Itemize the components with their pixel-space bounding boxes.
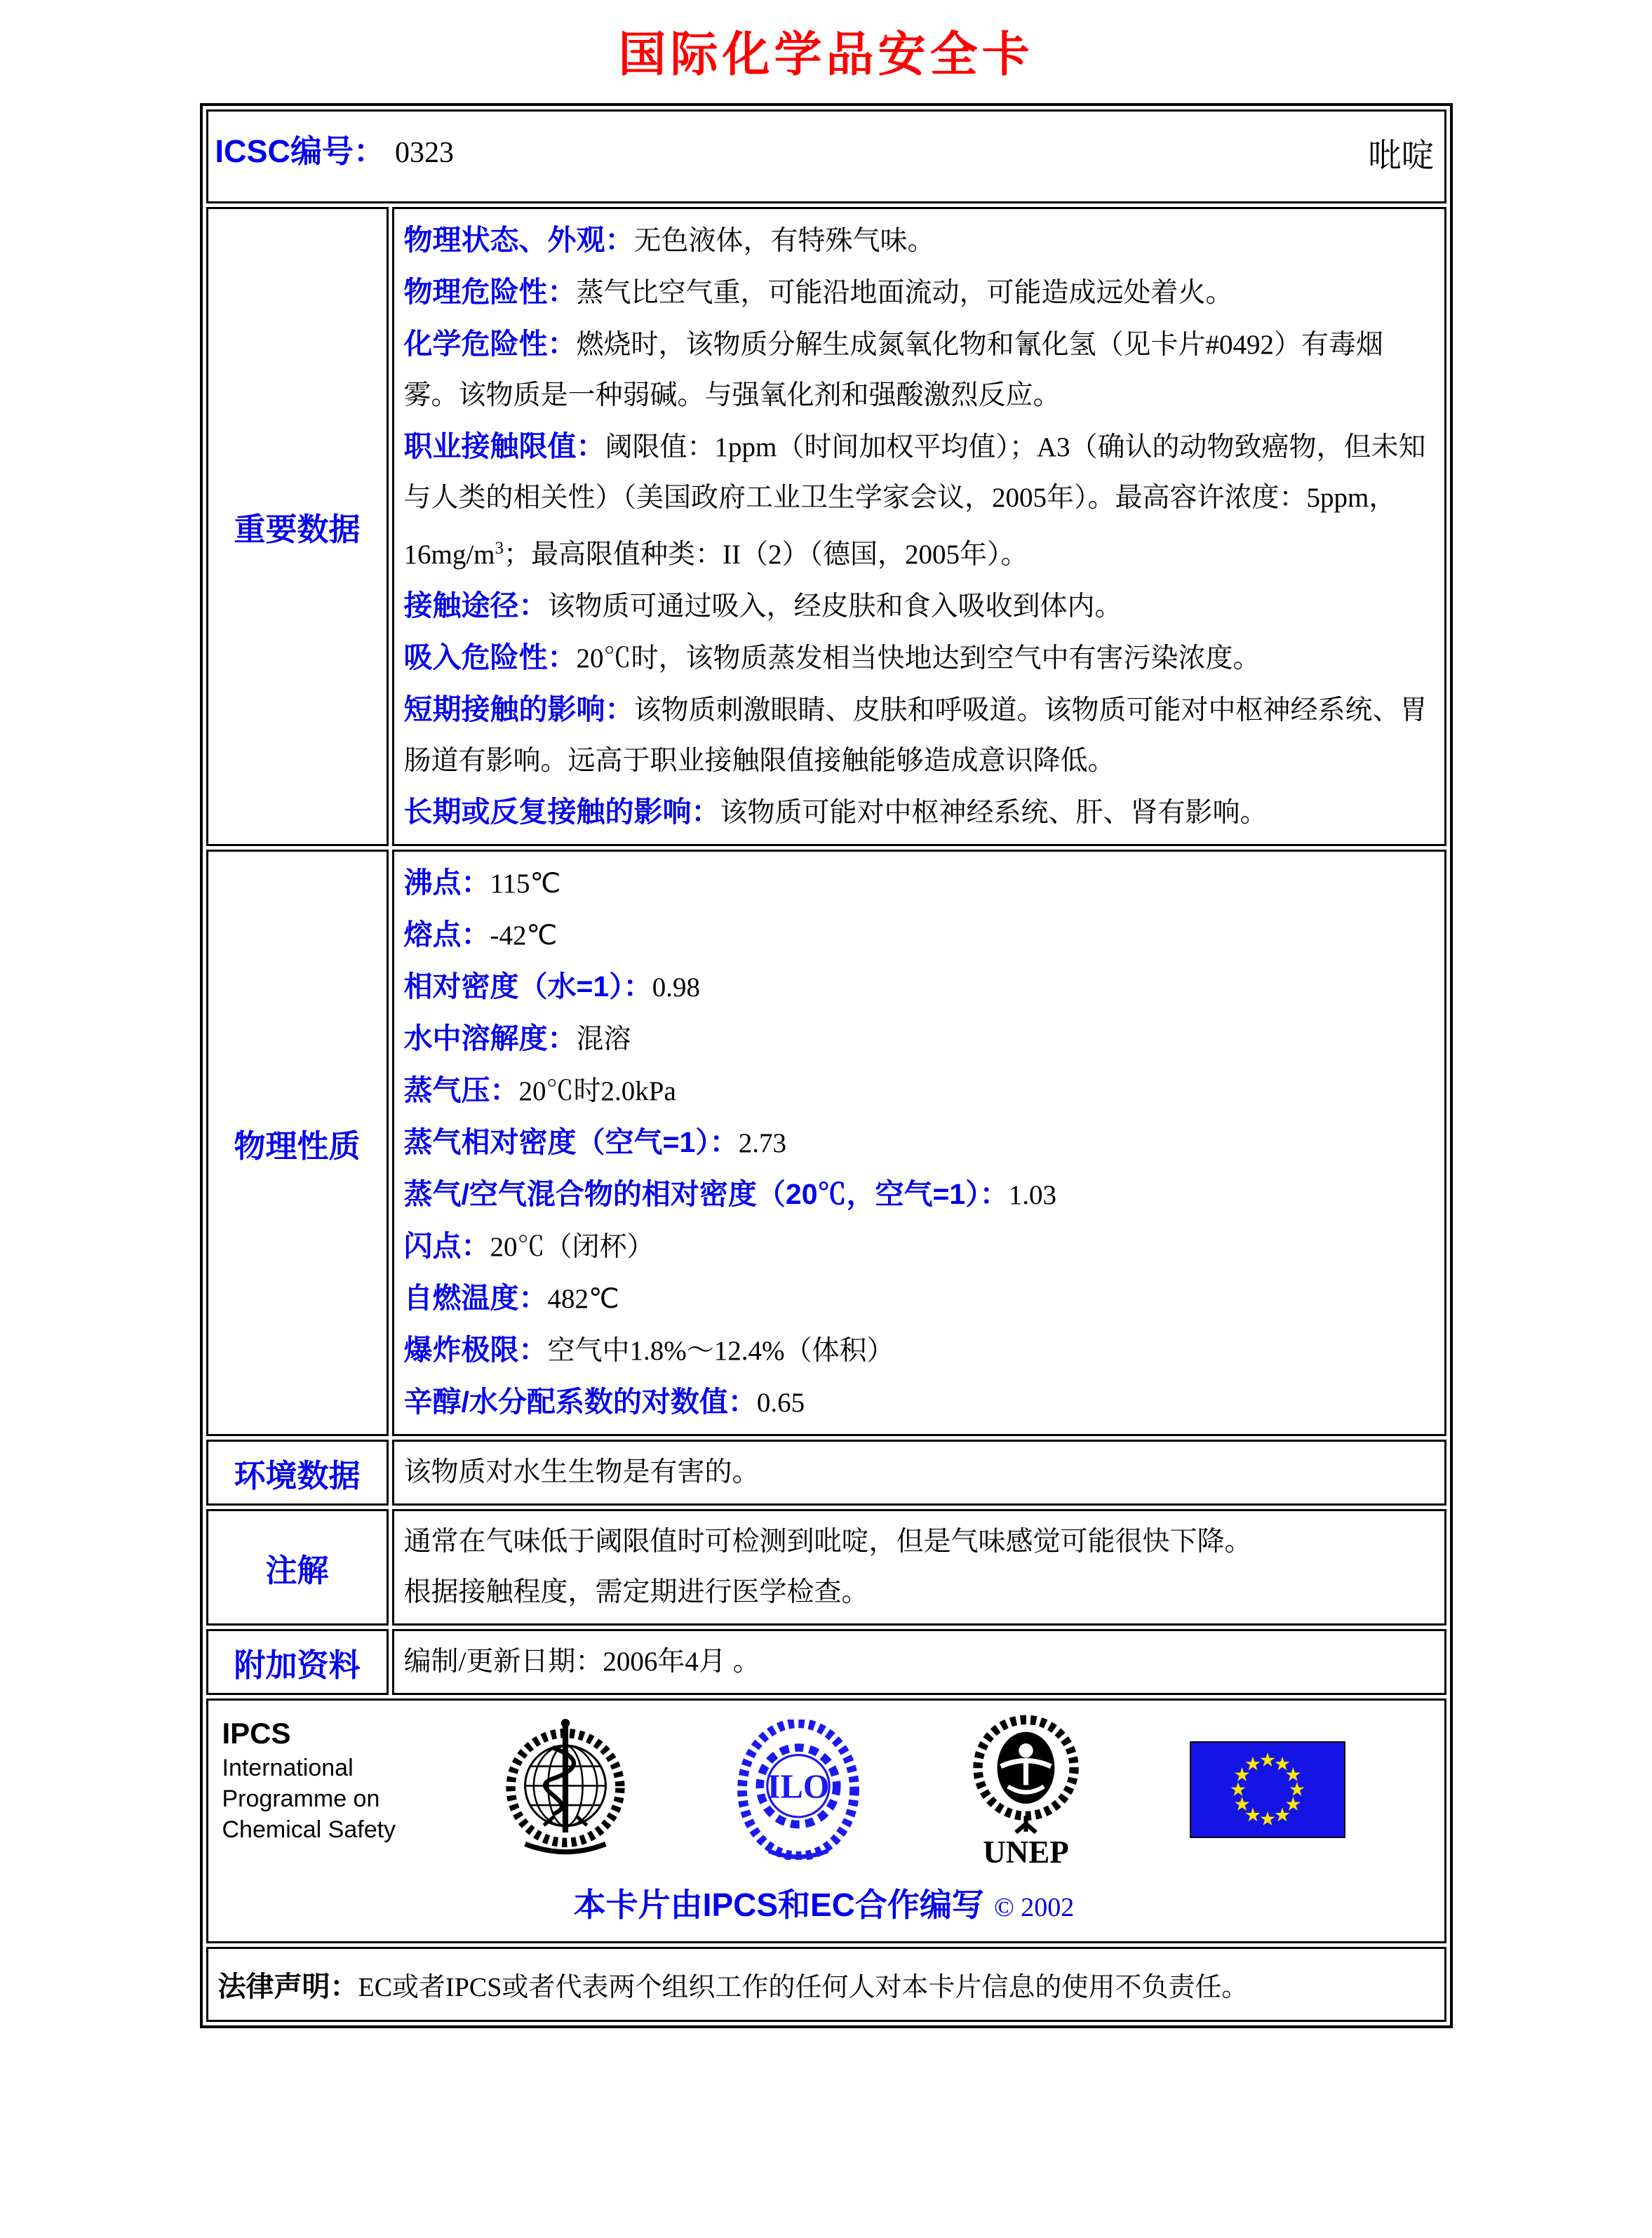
- ilo-letters: ILO: [767, 1768, 830, 1806]
- field-text: 燃烧时，该物质分解生成氮氧化物和氰化氢（见卡片#0492）有毒烟雾。该物质是一种弱碱。与强氧化剂和强酸激烈反应。: [403, 330, 1384, 410]
- notes-line: 根据接触程度，需定期进行医学检查。: [403, 1577, 869, 1607]
- field-label: 吸入危险性：: [403, 641, 577, 674]
- field-exposure-routes: [404, 580, 1435, 632]
- field-label: 自燃温度：: [403, 1282, 548, 1314]
- icsc-card-table: [200, 103, 1453, 2028]
- field-label: 水中溶解度：: [403, 1022, 577, 1054]
- field-short-term-effects: [404, 684, 1435, 786]
- unep-letters: UNEP: [982, 1834, 1069, 1868]
- notes-line: 通常在气味低于阈限值时可检测到吡啶，但是气味感觉可能很快下降。: [403, 1527, 1252, 1557]
- field-physical-danger: [404, 267, 1435, 319]
- section-label-notes: 注解: [206, 1509, 389, 1626]
- header-content: [215, 126, 1435, 177]
- field-superscript: 3: [495, 539, 504, 558]
- field-text: 该物质可通过吸入，经皮肤和食入吸收到体内。: [547, 591, 1122, 622]
- field-label: 物理状态、外观：: [403, 224, 634, 256]
- field-label: 辛醇/水分配系数的对数值：: [403, 1386, 757, 1418]
- field-label: 闪点：: [403, 1230, 490, 1262]
- field-label: 沸点：: [403, 866, 490, 899]
- physical-properties-content: [392, 850, 1446, 1436]
- field-text: 1.03: [1008, 1180, 1056, 1210]
- field-label: 蒸气压：: [403, 1074, 519, 1106]
- chemical-name: 吡啶: [1368, 138, 1435, 175]
- icsc-page: [0, 17, 1652, 2028]
- additional-info-content: [392, 1629, 1446, 1695]
- field-inhalation-risk: [404, 632, 1435, 684]
- additional-info-row: [206, 1629, 1446, 1695]
- field-occupational-limits: [404, 421, 1435, 580]
- field-long-term-effects: [404, 786, 1435, 838]
- who-logo: [499, 1717, 632, 1861]
- field-label: 蒸气/空气混合物的相对密度（20℃，空气=1）：: [403, 1178, 1009, 1210]
- field-text: 混溶: [576, 1024, 631, 1054]
- section-label-physical: 物理性质: [206, 850, 389, 1436]
- field-text: 20℃时2.0kPa: [518, 1076, 676, 1106]
- field-label: 相对密度（水=1）：: [403, 970, 652, 1003]
- field-text: 115℃: [490, 869, 561, 899]
- header-cell: [206, 109, 1446, 203]
- field-text: 蒸气比空气重，可能沿地面流动，可能造成远处着火。: [576, 278, 1233, 308]
- field-flash-point: [404, 1221, 1435, 1273]
- field-autoignition-temp: [404, 1273, 1435, 1325]
- icsc-number-label: ICSC编号：: [215, 133, 386, 169]
- field-text: 空气中1.8%～12.4%（体积）: [547, 1336, 894, 1366]
- logos-cell: [206, 1698, 1446, 1943]
- additional-text: 编制/更新日期：2006年4月 。: [403, 1647, 760, 1677]
- field-text: 20℃（闭杯）: [490, 1232, 654, 1262]
- field-vapor-pressure: [404, 1065, 1435, 1117]
- ipcs-acronym: IPCS: [222, 1717, 291, 1750]
- field-vapor-density: [404, 1117, 1435, 1169]
- field-text: 0.98: [652, 972, 700, 1003]
- ilo-logo: [735, 1720, 861, 1860]
- field-label: 蒸气相对密度（空气=1）：: [403, 1126, 739, 1158]
- header-row: [206, 109, 1446, 203]
- field-text: 20℃时，该物质蒸发相当快地达到空气中有害污染浓度。: [576, 643, 1261, 674]
- physical-properties-row: [206, 850, 1446, 1436]
- field-text: 0.65: [756, 1388, 805, 1418]
- legal-cell: [206, 1947, 1446, 2022]
- field-text: 2.73: [738, 1128, 786, 1158]
- field-text: -42℃: [490, 920, 558, 951]
- copyright-text: © 2002: [993, 1893, 1075, 1922]
- section-label-additional: 附加资料: [206, 1629, 389, 1695]
- environment-data-row: [206, 1440, 1446, 1506]
- notes-row: [206, 1509, 1446, 1626]
- legal-label: 法律声明：: [217, 1971, 358, 2002]
- field-label: 化学危险性：: [403, 328, 577, 360]
- section-label-environment: 环境数据: [206, 1440, 389, 1506]
- important-data-row: [206, 207, 1446, 846]
- environment-data-content: [392, 1440, 1446, 1506]
- field-label: 职业接触限值：: [403, 430, 605, 462]
- field-label: 爆炸极限：: [403, 1334, 548, 1366]
- credit-line: [218, 1879, 1430, 1926]
- field-text: 该物质可能对中枢神经系统、肝、肾有影响。: [720, 798, 1268, 828]
- field-text: 阈限值：1ppm（时间加权平均值）；A3（确认的动物致癌物，但未知与人类的相关性）（美国政府工业卫生学家会议，2005年）。最高容许浓度：5ppm，16mg/m: [403, 432, 1426, 570]
- field-label: 长期或反复接触的影响：: [403, 796, 720, 828]
- field-label: 短期接触的影响：: [403, 693, 634, 725]
- field-label: 接触途径：: [403, 589, 548, 622]
- field-water-solubility: [404, 1013, 1435, 1065]
- ipcs-text-block: [222, 1715, 396, 1845]
- ipcs-line: Programme on: [222, 1785, 380, 1812]
- field-text: 482℃: [547, 1284, 619, 1314]
- field-boiling-point: [404, 857, 1435, 909]
- field-explosive-limits: [404, 1325, 1435, 1376]
- field-text: 无色液体，有特殊气味。: [633, 226, 935, 256]
- logos-row: [206, 1698, 1446, 1943]
- field-text: ；最高限值种类：II（2）（德国，2005年）。: [504, 540, 1028, 570]
- ipcs-line: International: [222, 1755, 354, 1781]
- environment-text: 该物质对水生生物是有害的。: [403, 1457, 760, 1487]
- field-vapor-air-density: [404, 1169, 1435, 1221]
- unep-logo: [965, 1710, 1087, 1868]
- field-label: 熔点：: [403, 918, 490, 951]
- field-octanol-water: [404, 1376, 1435, 1428]
- field-label: 物理危险性：: [403, 276, 577, 308]
- field-text: 该物质刺激眼睛、皮肤和呼吸道。该物质可能对中枢神经系统、胃肠道有影响。远高于职业接触限值接触能够造成意识降低。: [403, 695, 1428, 776]
- legal-text: EC或者IPCS或者代表两个组织工作的任何人对本卡片信息的使用不负责任。: [358, 1973, 1249, 2002]
- icsc-number-group: [215, 126, 455, 171]
- important-data-content: [392, 207, 1446, 846]
- eu-flag-logo: [1190, 1741, 1345, 1838]
- notes-content: [392, 1509, 1446, 1626]
- field-chemical-danger: [404, 319, 1435, 421]
- credit-text: 本卡片由IPCS和EC合作编写: [573, 1887, 984, 1923]
- field-relative-density: [404, 961, 1435, 1013]
- field-physical-state: [404, 215, 1435, 267]
- page-title: 国际化学品安全卡: [618, 27, 1034, 83]
- section-label-important: 重要数据: [206, 207, 389, 846]
- legal-row: [206, 1947, 1446, 2022]
- icsc-number-value: 0323: [395, 136, 455, 169]
- field-melting-point: [404, 909, 1435, 961]
- ipcs-line: Chemical Safety: [222, 1816, 396, 1843]
- logo-strip: [218, 1710, 1430, 1868]
